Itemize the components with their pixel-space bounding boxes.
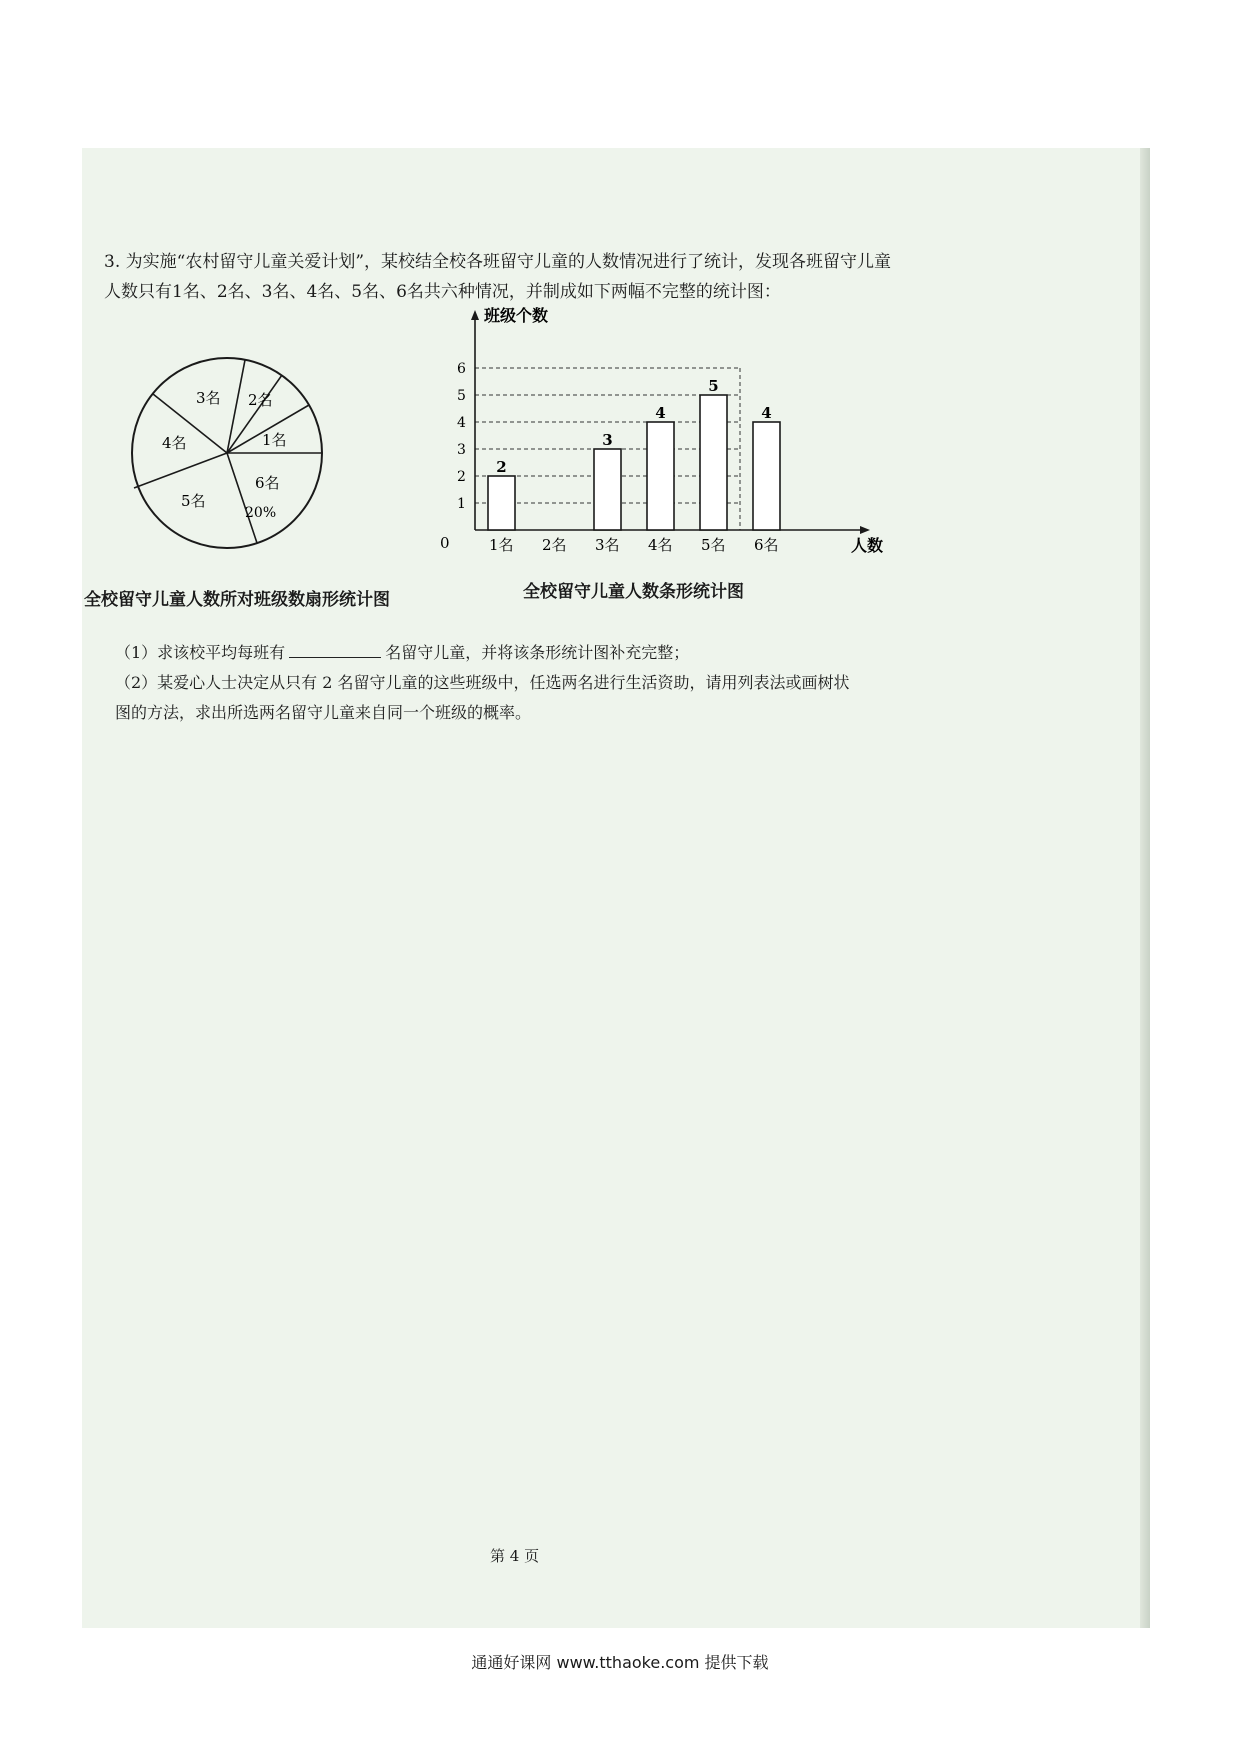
subquestion-1-before: （1）求该校平均每班有 (115, 643, 286, 662)
page-number: 第 4 页 (490, 1547, 540, 1565)
scan-edge (1140, 148, 1150, 1628)
x-tick-label: 1名 (489, 536, 514, 554)
bar (700, 395, 727, 530)
x-axis-title: 人数 (851, 536, 884, 555)
bar-value-label: 2 (496, 458, 507, 476)
footer-text: 通通好课网 www.tthaoke.com 提供下载 (471, 1653, 769, 1672)
pie-divider (134, 453, 227, 488)
subquestion-1-after: 名留守儿童，并将该条形统计图补充完整； (385, 643, 690, 662)
pie-label-6: 6名 (255, 474, 280, 492)
pie-label-4: 4名 (162, 434, 187, 452)
y-tick-label: 5 (457, 388, 466, 404)
pie-chart (124, 348, 334, 558)
subquestions (115, 638, 995, 728)
pie-divider (227, 453, 257, 543)
y-tick-label: 1 (457, 496, 466, 512)
question-line-2: 人数只有1名、2名、3名、4名、5名、6名共六种情况，并制成如下两幅不完整的统计图： (104, 282, 781, 302)
bar (753, 422, 780, 530)
pie-label-2: 2名 (248, 391, 273, 409)
bar-value-label: 3 (602, 431, 613, 449)
y-tick-label: 4 (457, 415, 466, 431)
bar-value-label: 4 (655, 404, 666, 422)
subquestion-2-line-2: 图的方法，求出所选两名留守儿童来自同一个班级的概率。 (115, 703, 532, 722)
pie-label-1: 1名 (262, 431, 287, 449)
x-tick-label: 2名 (542, 536, 567, 554)
pie-label-3: 3名 (196, 389, 221, 407)
origin-label: 0 (440, 534, 450, 552)
y-axis-title: 班级个数 (484, 306, 549, 325)
subquestion-2-line-1: （2）某爱心人士决定从只有 2 名留守儿童的这些班级中，任选两名进行生活资助，请用列表法或画树状 (115, 673, 850, 692)
y-tick-label: 6 (457, 361, 466, 377)
x-tick-label: 3名 (595, 536, 620, 554)
answer-blank[interactable] (289, 657, 381, 658)
y-axis-arrow (471, 310, 479, 320)
pie-percent-6: 20% (245, 505, 277, 521)
y-tick-label: 3 (457, 442, 466, 458)
pie-label-5: 5名 (181, 492, 206, 510)
bar-chart-title: 全校留守儿童人数条形统计图 (523, 582, 744, 602)
x-tick-label: 6名 (754, 536, 779, 554)
x-tick-label: 5名 (701, 536, 726, 554)
bar-value-label: 4 (761, 404, 772, 422)
x-tick-label: 4名 (648, 536, 673, 554)
bar (647, 422, 674, 530)
x-axis-arrow (860, 526, 870, 534)
pie-chart-title: 全校留守儿童人数所对班级数扇形统计图 (84, 590, 390, 610)
question-line-1: 3. 为实施“农村留守儿童关爱计划”，某校结全校各班留守儿童的人数情况进行了统计，发现各班留守儿童 (104, 252, 892, 272)
bar-chart (440, 302, 900, 572)
y-tick-label: 2 (457, 469, 466, 485)
question-text (104, 247, 1004, 307)
subquestion-1 (115, 638, 995, 668)
bar (594, 449, 621, 530)
bar-value-label: 5 (708, 377, 719, 395)
bar (488, 476, 515, 530)
